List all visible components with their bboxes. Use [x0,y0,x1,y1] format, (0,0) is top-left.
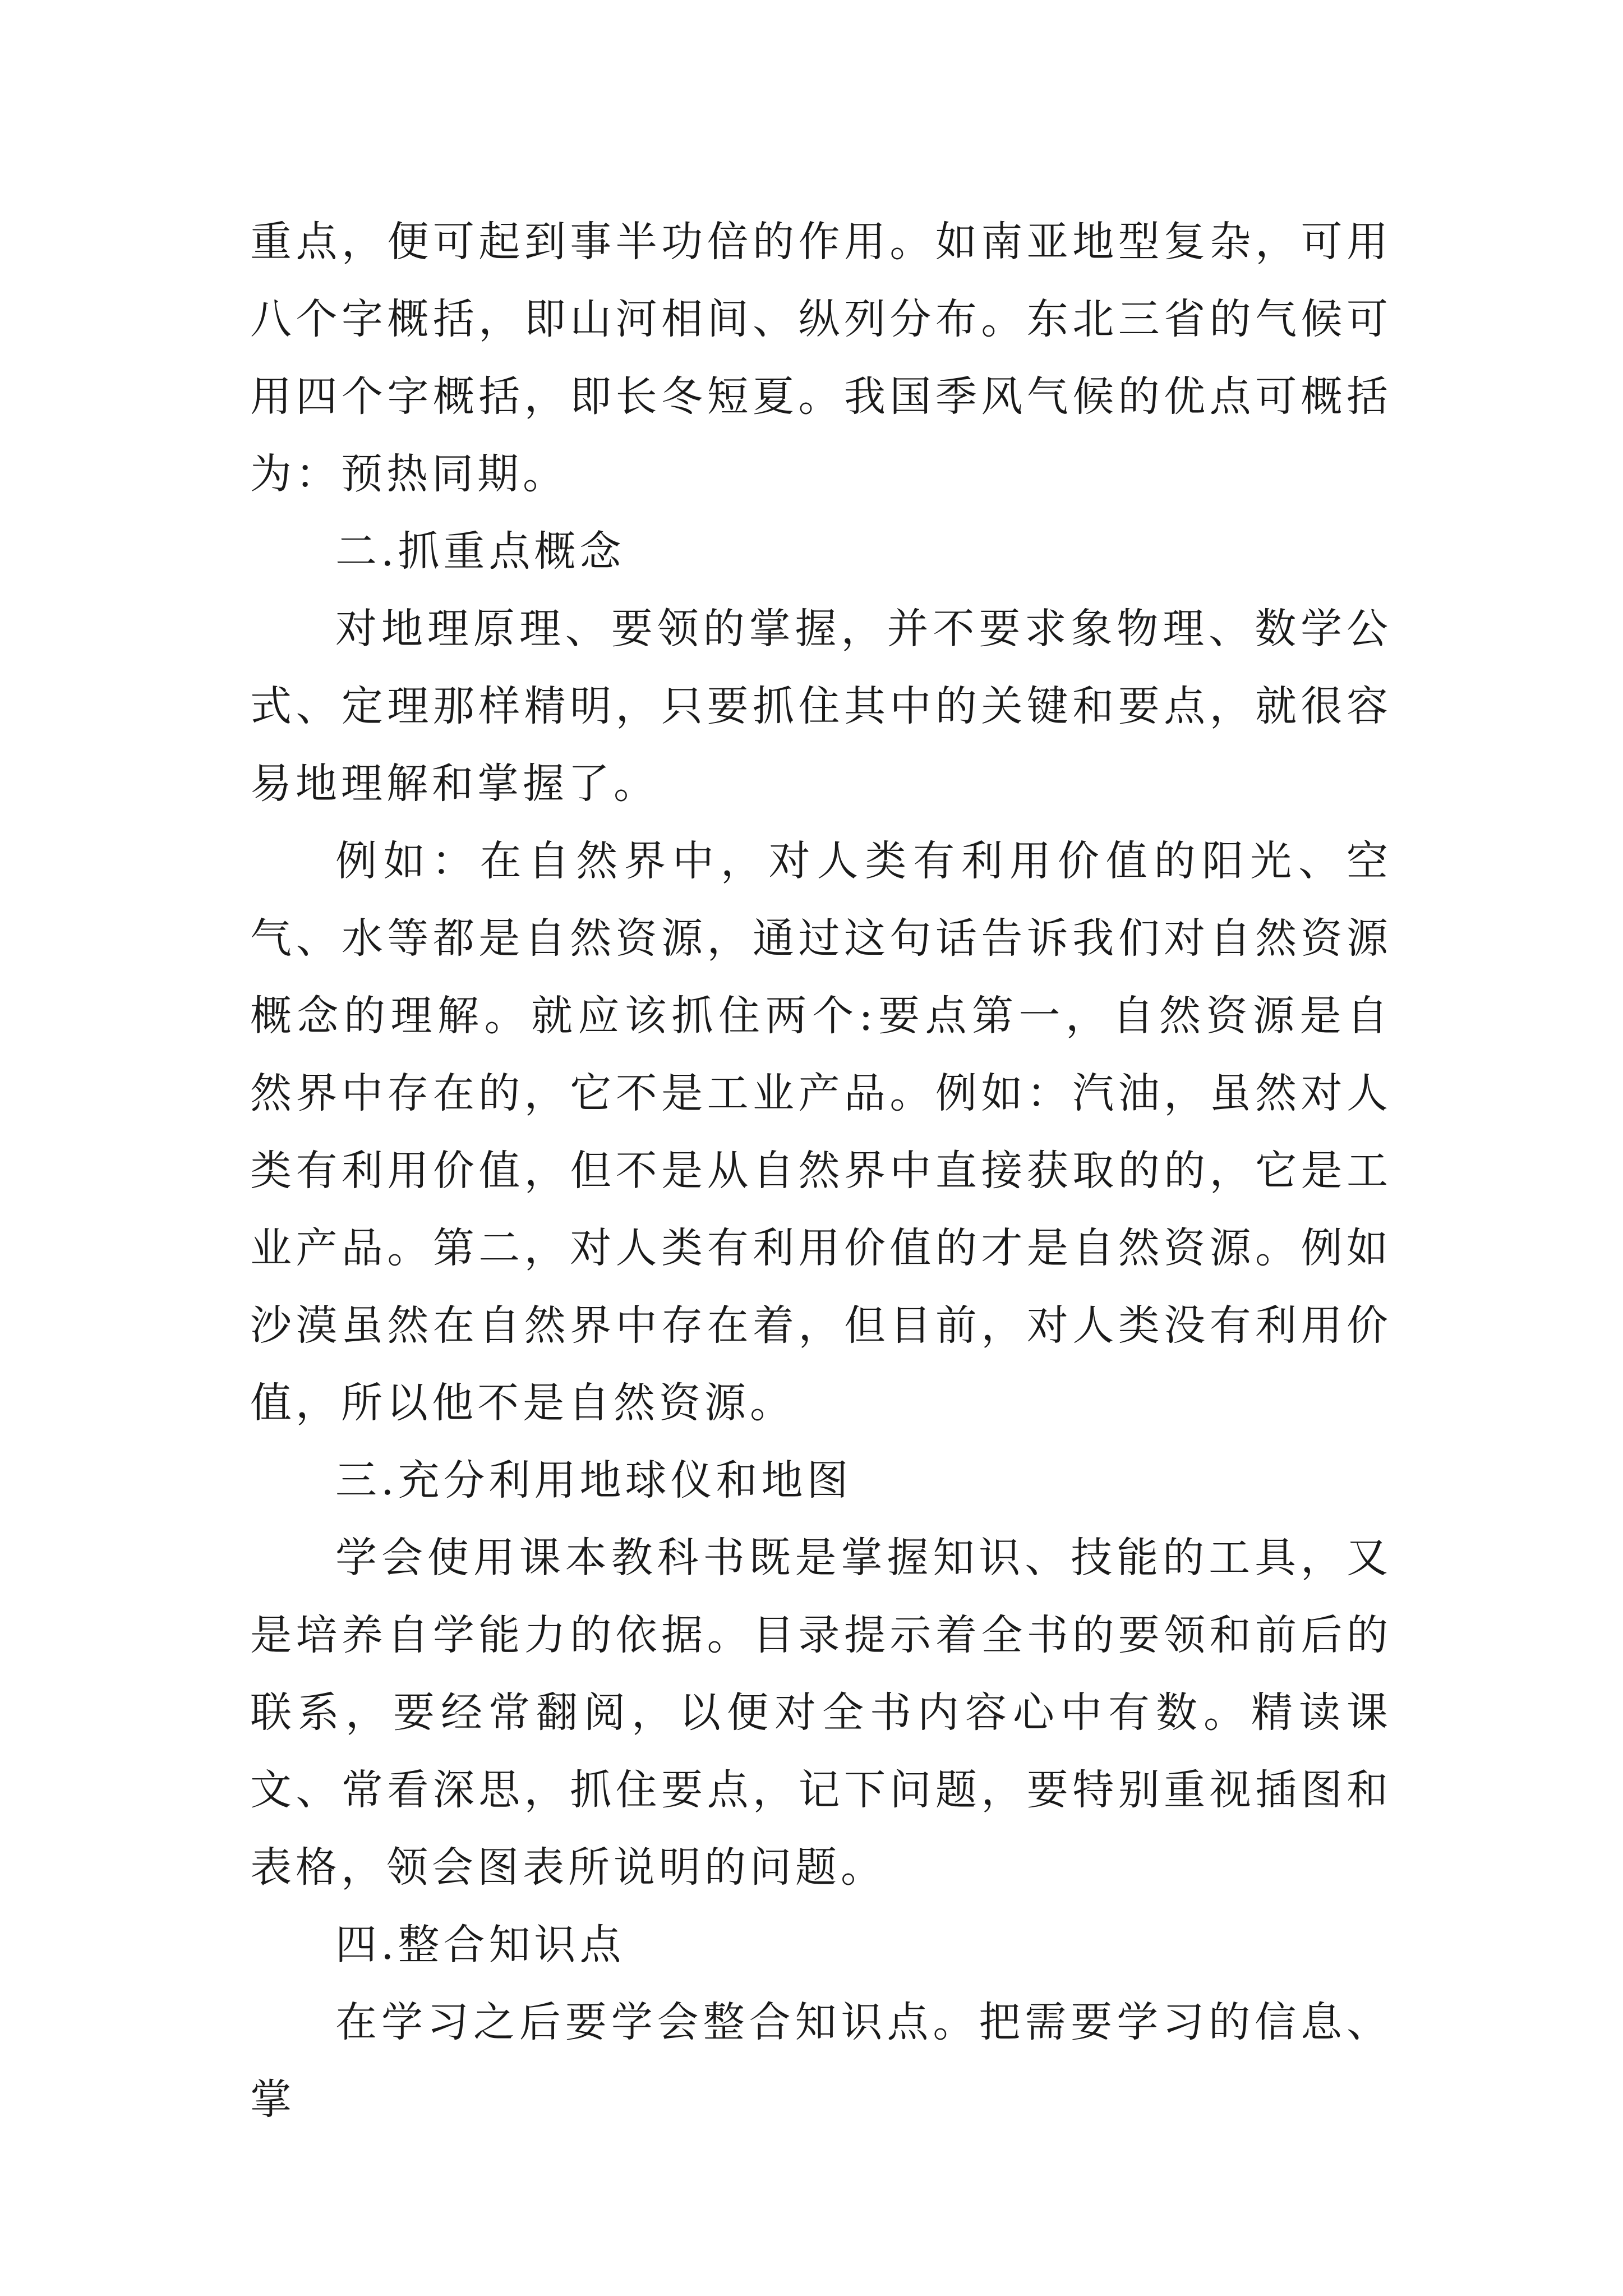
paragraph-integrate-knowledge: 在学习之后要学会整合知识点。把需要学习的信息、掌 [250,1998,1392,2124]
section-heading-3: 三.充分利用地球仪和地图 [335,1456,852,1504]
paragraph-example-natural-resources: 例如：在自然界中，对人类有利用价值的阳光、空气、水等都是自然资源，通过这句话告诉我们对自然资源概念的理解。就应该抓住两个:要点第一，自然资源是自然界中存在的，它不是工业产品。例如：汽油，虽然对人类有利用价值，但不是从自然界中直接获取的的，它是工业产品。第二，对人类有利用价值的才是自然资源。例如沙漠虽然在自然界中存在着，但目前，对人类没有利用价值，所以他不是自然资源。 [250,837,1392,1427]
paragraph-key-concepts: 对地理原理、要领的掌握，并不要求象物理、数学公式、定理那样精明，只要抓住其中的关键和要点，就很容易地理解和掌握了。 [250,605,1392,808]
section-heading-2: 二.抓重点概念 [335,527,625,576]
paragraph-intro-continuation: 重点，便可起到事半功倍的作用。如南亚地型复杂，可用八个字概括，即山河相间、纵列分布。东北三省的气候可用四个字概括，即长冬短夏。我国季风气候的优点可概括为：预热同期。 [250,218,1392,498]
section-heading-4: 四.整合知识点 [335,1921,625,1969]
document-body [250,203,1392,2138]
paragraph-textbook-usage: 学会使用课本教科书既是掌握知识、技能的工具，又是培养自学能力的依据。目录提示着全书的要领和前后的联系，要经常翻阅，以便对全书内容心中有数。精读课文、常看深思，抓住要点，记下问题，要特别重视插图和表格，领会图表所说明的问题。 [250,1534,1392,1892]
